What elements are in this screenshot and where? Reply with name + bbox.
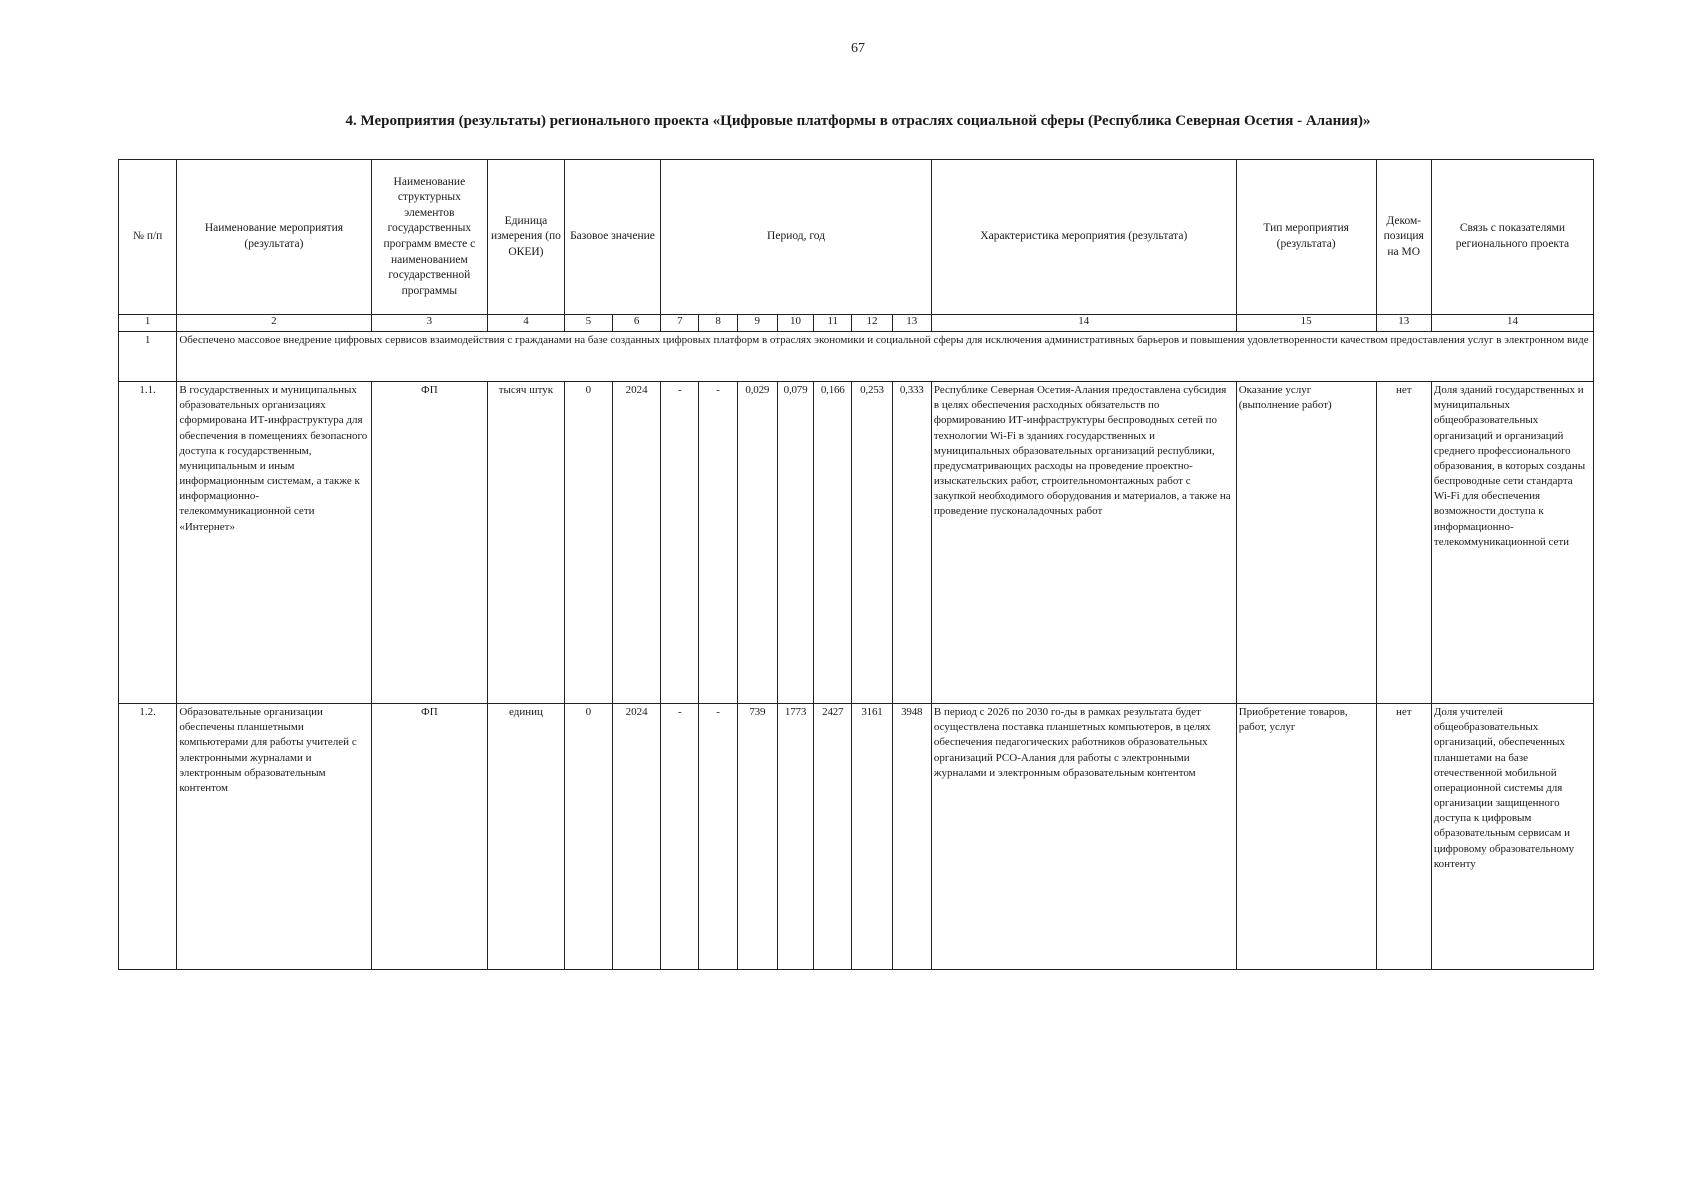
table-row: [119, 704, 1594, 970]
row-characteristic: Республике Северная Осетия-Алания предоставлена субсидия в целях обеспечения расходных обязательств по формированию ИТ-инфраструктуры беспроводных сетей по технологии Wi-Fi в зданиях государственных и муниципальных образовательных организаций республики, предусматривающих расходы на проведение проектно- изыскательских работ, строительномонтажных работ с закупкой необходимого оборудования и материалов, а также на проведение пусконаладочных работ: [931, 382, 1236, 704]
header-decomposition: Деком- позиция на МО: [1376, 160, 1431, 315]
header-base-value: Базовое значение: [564, 160, 661, 315]
column-number: 15: [1236, 315, 1376, 332]
column-number: 13: [892, 315, 931, 332]
row-program: ФП: [371, 704, 488, 970]
project-activities-table: [118, 159, 1594, 970]
row-period-10: 1773: [777, 704, 813, 970]
row-period-11: 2427: [814, 704, 852, 970]
header-program: Наименование структурных элементов государственных программ вместе с наименованием государственной программы: [371, 160, 488, 315]
column-number: 12: [852, 315, 892, 332]
column-number: 14: [931, 315, 1236, 332]
page-number: 67: [851, 41, 865, 56]
row-name: Образовательные организации обеспечены планшетными компьютерами для работы учителей с электронными журналами и электронным образовательным контентом: [177, 704, 371, 970]
row-period-13: 3948: [892, 704, 931, 970]
column-number: 2: [177, 315, 371, 332]
row-num: 1.1.: [119, 382, 177, 704]
row-period-12: 0,253: [852, 382, 892, 704]
row-characteristic: В период с 2026 по 2030 го-ды в рамках результата будет осуществлена поставка планшетных компьютеров, в целях обеспечения педагогических работников образовательных организаций РСО-Алания для работы с электронными журналами и электронным образовательным контентом: [931, 704, 1236, 970]
row-base-value: 0: [564, 382, 612, 704]
column-number: 5: [564, 315, 612, 332]
column-number-row: [119, 315, 1594, 332]
table-row: [119, 382, 1594, 704]
row-base-value: 0: [564, 704, 612, 970]
section-text: Обеспечено массовое внедрение цифровых сервисов взаимодействия с гражданами на базе созданных цифровых платформ в отраслях экономики и социальной сферы для исключения административных барьеров и повышения удовлетворенности качеством предоставления услуг в электронном виде: [177, 332, 1594, 382]
column-number: 10: [777, 315, 813, 332]
column-number: 4: [488, 315, 564, 332]
section-row: [119, 332, 1594, 382]
row-period-12: 3161: [852, 704, 892, 970]
header-name: Наименование мероприятия (результата): [177, 160, 371, 315]
column-number: 9: [737, 315, 777, 332]
header-num: № п/п: [119, 160, 177, 315]
column-number: 1: [119, 315, 177, 332]
row-decomposition: нет: [1376, 382, 1431, 704]
row-period-9: 739: [737, 704, 777, 970]
document-title: 4. Мероприятия (результаты) регионального проекта «Цифровые платформы в отраслях социальной сферы (Республика Северная Осетия - Алания)»: [345, 113, 1371, 129]
header-type: Тип мероприятия (результата): [1236, 160, 1376, 315]
row-link: Доля учителей общеобразовательных организаций, обеспеченных планшетами на базе отечественной мобильной операционной системы для организации защищенного доступа к цифровым образовательным сервисам и цифровому образовательному контенту: [1431, 704, 1593, 970]
column-number: 3: [371, 315, 488, 332]
column-number: 8: [699, 315, 737, 332]
row-decomposition: нет: [1376, 704, 1431, 970]
row-name: В государственных и муниципальных образовательных организациях сформирована ИТ-инфраструктура для обеспечения в помещениях безопасного доступа к государственным, муниципальным и иным информационным системам, а также к информационно-телекоммуникационной сети «Интернет»: [177, 382, 371, 704]
row-unit: единиц: [488, 704, 564, 970]
row-base-year: 2024: [612, 382, 660, 704]
row-type: Приобретение товаров, работ, услуг: [1236, 704, 1376, 970]
column-number: 6: [612, 315, 660, 332]
row-unit: тысяч штук: [488, 382, 564, 704]
header-row: [119, 160, 1594, 315]
row-period-8: -: [699, 704, 737, 970]
column-number: 11: [814, 315, 852, 332]
row-period-7: -: [661, 382, 699, 704]
row-period-10: 0,079: [777, 382, 813, 704]
column-number: 13: [1376, 315, 1431, 332]
column-number: 7: [661, 315, 699, 332]
row-num: 1.2.: [119, 704, 177, 970]
row-link: Доля зданий государственных и муниципальных общеобразовательных организаций и организаций среднего профессионального образования, в которых созданы беспроводные сети стандарта Wi-Fi для обеспечения возможности доступа к информационно-телекоммуникационной сети: [1431, 382, 1593, 704]
header-unit: Единица измерения (по ОКЕИ): [488, 160, 564, 315]
row-program: ФП: [371, 382, 488, 704]
row-base-year: 2024: [612, 704, 660, 970]
header-period: Период, год: [661, 160, 932, 315]
header-characteristic: Характеристика мероприятия (результата): [931, 160, 1236, 315]
row-period-11: 0,166: [814, 382, 852, 704]
section-num: 1: [119, 332, 177, 382]
row-type: Оказание услуг (выполнение работ): [1236, 382, 1376, 704]
row-period-8: -: [699, 382, 737, 704]
row-period-9: 0,029: [737, 382, 777, 704]
header-link: Связь с показателями регионального проекта: [1431, 160, 1593, 315]
column-number: 14: [1431, 315, 1593, 332]
row-period-7: -: [661, 704, 699, 970]
row-period-13: 0,333: [892, 382, 931, 704]
